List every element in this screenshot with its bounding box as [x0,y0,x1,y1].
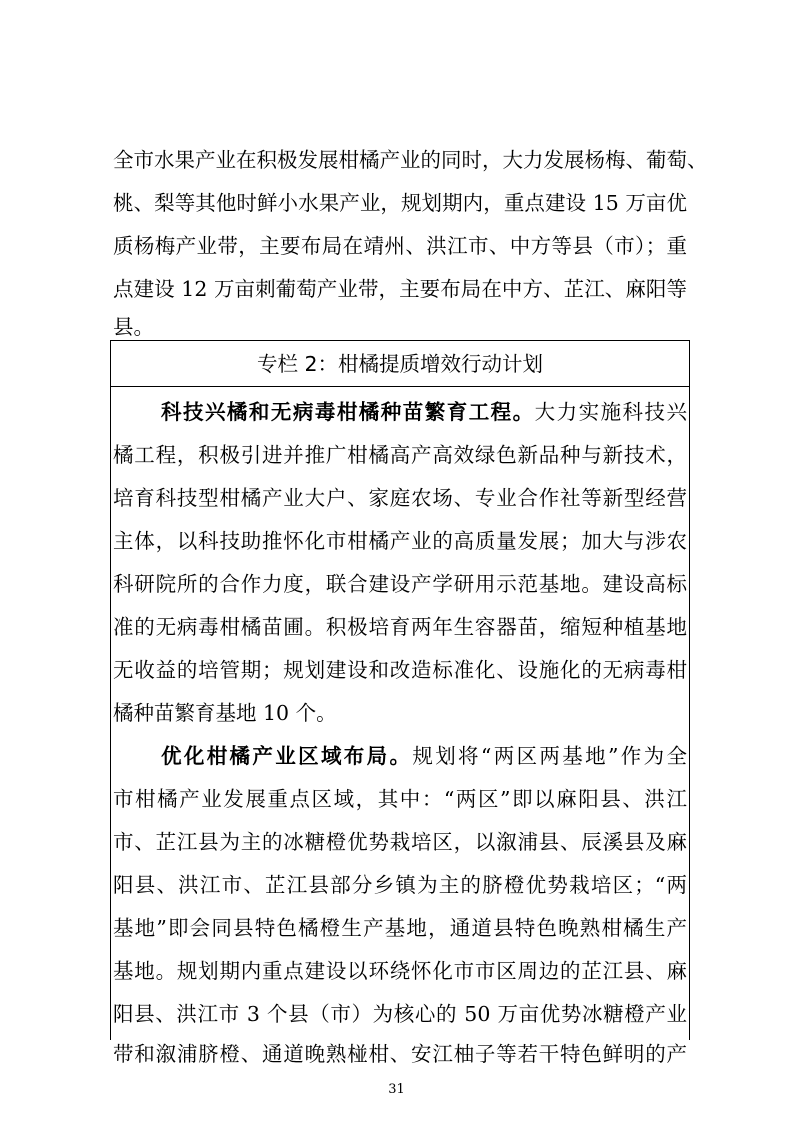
para2-first-rest: 规划将“两区两基地”作为全 [412,744,687,768]
para1-line-4: 主体，以科技助推怀化市柑橘产业的高质量发展；加大与涉农 [113,529,687,553]
para2-line-4: 阳县、洪江市、芷江县部分乡镇为主的脐橙优势栽培区；“两 [113,873,687,897]
para1-line-8: 橘种苗繁育基地 10 个。 [113,701,337,725]
para2-line-8: 带和溆浦脐橙、通道晚熟椪柑、安江柚子等若干特色鲜明的产 [113,1042,687,1066]
para2-heading: 优化柑橘产业区域布局。 [161,744,413,768]
box-title-divider [110,386,690,387]
para1-line-7: 无收益的培管期；规划建设和改造标准化、设施化的无病毒柑 [113,658,687,682]
intro-line-5: 县。 [113,315,154,339]
para1-first-rest: 大力实施科技兴 [534,400,688,424]
para1-line-2: 橘工程，积极引进并推广柑橘高产高效绿色新品种与新技术， [113,443,687,467]
intro-line-3: 质杨梅产业带，主要布局在靖州、洪江市、中方等县（市）；重 [113,234,687,258]
intro-line-2: 桃、梨等其他时鲜小水果产业，规划期内，重点建设 15 万亩优 [113,191,687,215]
page-number: 31 [388,1082,405,1097]
para2-line-7: 阳县、洪江市 3 个县（市）为核心的 50 万亩优势冰糖橙产业 [113,1002,687,1026]
para1-line-5: 科研院所的合作力度，联合建设产学研用示范基地。建设高标 [113,572,687,596]
para2-line-6: 基地。规划期内重点建设以环绕怀化市市区周边的芷江县、麻 [113,959,687,983]
para2-line-2: 市柑橘产业发展重点区域，其中：“两区”即以麻阳县、洪江 [113,787,687,811]
para2-line-3: 市、芷江县为主的冰糖橙优势栽培区，以溆浦县、辰溪县及麻 [113,830,687,854]
para2-line-5: 基地”即会同县特色橘橙生产基地，通道县特色晚熟柑橘生产 [113,916,687,940]
intro-line-4: 点建设 12 万亩刺葡萄产业带，主要布局在中方、芷江、麻阳等 [113,277,687,301]
para1-line-6: 准的无病毒柑橘苗圃。积极培育两年生容器苗，缩短种植基地 [113,615,687,639]
para1-line-3: 培育科技型柑橘产业大户、家庭农场、专业合作社等新型经营 [113,486,687,510]
para1-heading: 科技兴橘和无病毒柑橘种苗繁育工程。 [161,400,535,424]
box-title: 专栏 2：柑橘提质增效行动计划 [256,352,544,376]
para1-first-line [161,398,687,426]
intro-line-1: 全市水果产业在积极发展柑橘产业的同时，大力发展杨梅、葡萄、 [113,148,708,172]
para2-first-line [161,742,687,770]
